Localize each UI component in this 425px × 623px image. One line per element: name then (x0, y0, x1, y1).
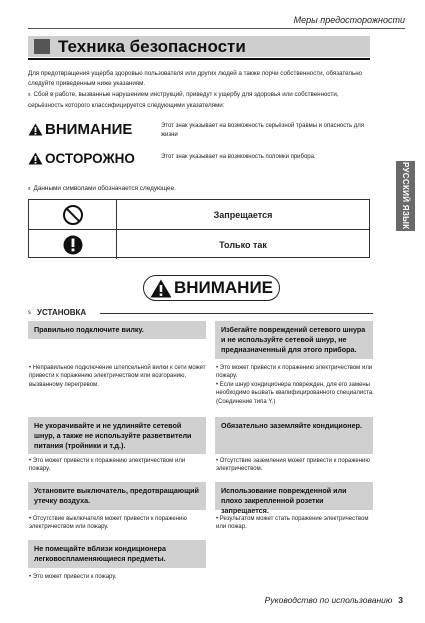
item-body-ground: • Отсутствие заземления может привести к поражению электричеством. (216, 458, 370, 473)
item-body-breaker: • Отсутствие выключателя может привести к поражению электричеством или пожару. (29, 516, 187, 531)
section-rule (100, 313, 373, 314)
item-box-cord-length: Не укорачивайте и не удлиняйте сетевой шнур, а также не используйте разветвители питания (тройники и т.д.). (28, 417, 206, 454)
bullet-marker: s (28, 92, 31, 98)
signal-warning-row (28, 120, 373, 144)
symbol-row-prohibited (29, 200, 369, 229)
title-rule (28, 58, 370, 60)
item-body-power-cord-2: • Если шнур кондиционера поврежден, для его замены необходимо вызвать квалифицированного специалиста. (Соединение типа Y.) (216, 382, 374, 405)
page-number: 3 (398, 595, 403, 605)
mandatory-icon (62, 234, 84, 256)
bullet-marker: s (28, 186, 31, 192)
running-header: Меры предосторожности (293, 15, 405, 25)
big-warning-word: ВНИМАНИЕ (173, 278, 274, 297)
warning-description: Этот знак указывает на возможность серьёзной травмы и опасность для жизни (161, 123, 365, 138)
intro-paragraph: Для предотвращения ущерба здоровью пользователя или других людей а также порчи собственности, обязательно следуйте приведенным ниже указаниям. (28, 70, 363, 87)
item-body-plug: • Неправильное подключение штепсельной вилки к сети может привести к поражению электричеством или возгоранию, вызванному перегревом. (29, 365, 206, 388)
item-box-ground: Обязательно заземляйте кондиционер. (215, 417, 373, 454)
footer-title: Руководство по использованию (264, 595, 393, 605)
bullet-marker: s (28, 309, 31, 316)
caution-description: Этот знак указывает на возможность поломки прибора. (161, 154, 316, 160)
language-tab-label: РУССКИЙ ЯЗЫК (401, 162, 410, 230)
legend-intro (28, 185, 176, 192)
title-marker (34, 39, 50, 54)
warning-label (28, 121, 132, 138)
warning-word: ВНИМАНИЕ (45, 121, 133, 138)
item-body-socket: • Результатом может стать поражение электричеством или пожар. (216, 516, 369, 531)
symbol-cell (29, 230, 117, 259)
warning-triangle-icon (28, 123, 43, 136)
symbol-label-mandatory: Только так (219, 239, 267, 250)
symbol-table (28, 199, 370, 258)
header-rule (28, 28, 405, 29)
language-tab (396, 161, 415, 231)
page-title: Техника безопасности (58, 37, 246, 56)
item-box-breaker: Установите выключатель, предотвращающий утечку воздуха. (28, 482, 206, 510)
symbol-label-prohibited: Запрещается (213, 209, 273, 220)
item-box-flammable: Не помещайте вблизи кондиционера легковоспламеняющиеся предметы. (28, 540, 206, 568)
item-body-flammable: • Это может привести к пожару. (29, 574, 117, 580)
prohibition-icon (62, 204, 84, 226)
item-body-power-cord-1: • Это может привести к поражению электричеством или пожару. (216, 365, 373, 380)
intro-bullet (28, 90, 373, 110)
big-warning-badge (143, 275, 280, 301)
warning-triangle-icon (150, 279, 172, 298)
section-heading (28, 308, 86, 317)
item-box-power-cord: Избегайте повреждений сетевого шнура и не используйте сетевой шнур, не предназначенный для этого прибора. (215, 321, 373, 359)
item-box-socket: Использование поврежденной или плохо закрепленной розетки запрещается. (215, 482, 373, 510)
caution-triangle-icon (28, 152, 43, 165)
symbol-row-mandatory (29, 229, 369, 258)
signal-caution-row (28, 150, 373, 172)
section-heading-text: УСТАНОВКА (37, 308, 87, 317)
intro-bullet-text: Сбой в работе, вызванные нарушением инструкций, приведут к ущербу для здоровья или собственности, серьёзность которого классифицируется следующими указателями: (28, 91, 339, 109)
title-bar (28, 36, 370, 57)
legend-intro-text: Данными символами обозначается следующее. (33, 185, 176, 192)
caution-label (28, 151, 135, 166)
page-footer (265, 595, 403, 605)
item-box-plug: Правильно подключите вилку. (28, 321, 206, 339)
item-body-cord-length: • Это может привести к поражению электричеством или пожару. (29, 458, 186, 473)
caution-word: ОСТОРОЖНО (45, 151, 135, 166)
symbol-cell (29, 200, 117, 229)
